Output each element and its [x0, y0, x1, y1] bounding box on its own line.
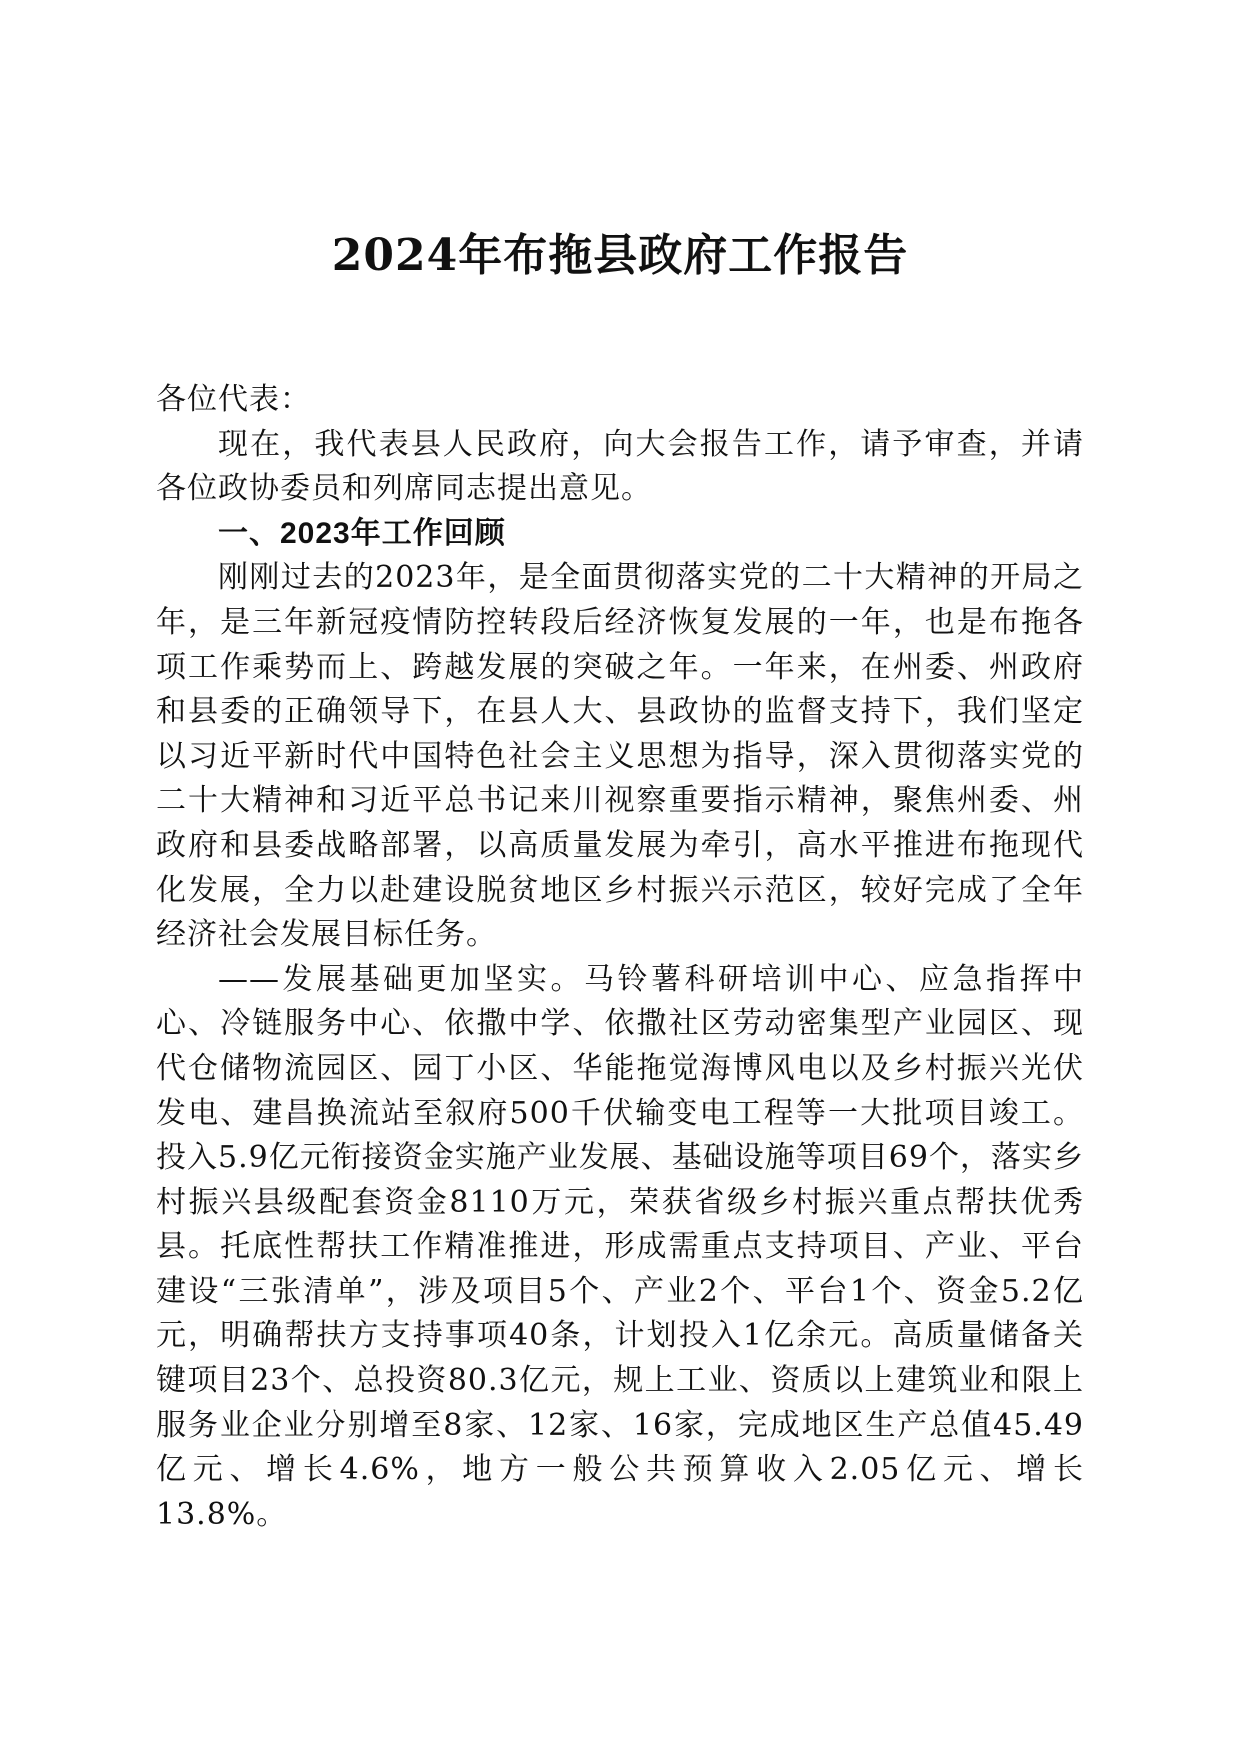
intro-paragraph: 现在，我代表县人民政府，向大会报告工作，请予审查，并请各位政协委员和列席同志提出意见。: [156, 426, 1084, 507]
section-heading: 一、2023年工作回顾: [218, 516, 506, 550]
salutation: 各位代表：: [156, 382, 311, 417]
review-paragraph: 刚刚过去的2023年，是全面贯彻落实党的二十大精神的开局之年，是三年新冠疫情防控转段后经济恢复发展的一年，也是布拖各项工作乘势而上、跨越发展的突破之年。一年来，在州委、州政府和县委的正确领导下，在县人大、县政协的监督支持下，我们坚定以习近平新时代中国特色社会主义思想为指导，深入贯彻落实党的二十大精神和习近平总书记来川视察重要指示精神，聚焦州委、州政府和县委战略部署，以高质量发展为牵引，高水平推进布拖现代化发展，全力以赴建设脱贫地区乡村振兴示范区，较好完成了全年经济社会发展目标任务。: [156, 560, 1084, 953]
document-title: 2024年布拖县政府工作报告: [331, 230, 909, 281]
document-body: [156, 378, 1084, 1537]
development-foundation-paragraph: ——发展基础更加坚实。马铃薯科研培训中心、应急指挥中心、冷链服务中心、依撒中学、依撒社区劳动密集型产业园区、现代仓储物流园区、园丁小区、华能拖觉海博风电以及乡村振兴光伏发电、建昌换流站至叙府500千伏输变电工程等一大批项目竣工。投入5.9亿元衔接资金实施产业发展、基础设施等项目69个，落实乡村振兴县级配套资金8110万元，荣获省级乡村振兴重点帮扶优秀县。托底性帮扶工作精准推进，形成需重点支持项目、产业、平台建设“三张清单”，涉及项目5个、产业2个、平台1个、资金5.2亿元，明确帮扶方支持事项40条，计划投入1亿余元。高质量储备关键项目23个、总投资80.3亿元，规上工业、资质以上建筑业和限上服务业企业分别增至8家、12家、16家，完成地区生产总值45.49亿元、增长4.6%，地方一般公共预算收入2.05亿元、增长13.8%。: [156, 961, 1084, 1532]
